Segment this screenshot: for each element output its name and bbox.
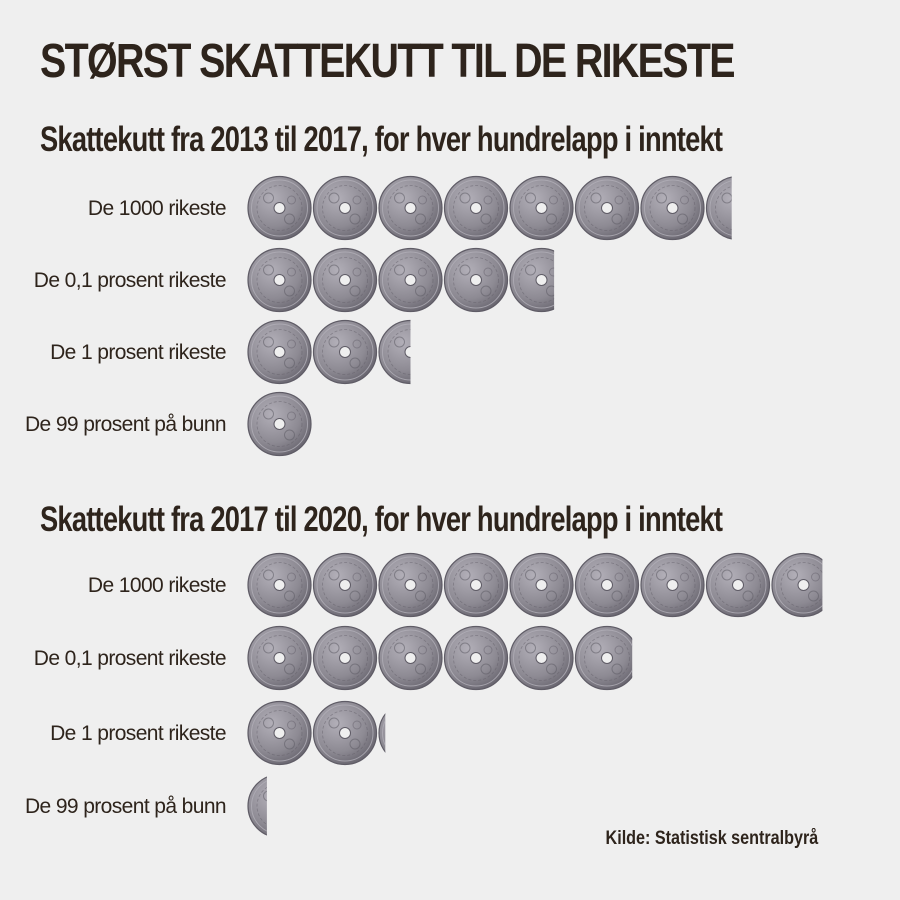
coin-icon — [248, 554, 311, 617]
source-note: Kilde: Statistisk sentralbyrå — [605, 828, 818, 849]
coin-bar — [248, 177, 770, 240]
coin-icon — [641, 554, 704, 617]
coin-bar — [248, 321, 442, 384]
coin-icon — [248, 249, 311, 312]
coin-icon — [576, 177, 639, 240]
coin-icon — [314, 627, 377, 690]
row-label: De 0,1 prosent rikeste — [33, 647, 226, 670]
coin-bar — [248, 249, 573, 312]
coin-icon — [314, 249, 377, 312]
coin-icon — [248, 702, 311, 765]
row-label: De 1 prosent rikeste — [50, 341, 226, 364]
row-label: De 0,1 prosent rikeste — [33, 269, 226, 292]
partial-coin-icon — [772, 554, 835, 617]
coin-icon — [445, 249, 508, 312]
coin-icon — [510, 554, 573, 617]
coin-icon — [379, 627, 442, 690]
coin-icon — [379, 554, 442, 617]
coin-icon — [510, 177, 573, 240]
coin-icon — [445, 177, 508, 240]
coin-icon — [314, 554, 377, 617]
chart-title: STØRST SKATTEKUTT TIL DE RIKESTE — [40, 35, 734, 88]
partial-coin-icon — [576, 627, 639, 690]
row-label: De 99 prosent på bunn — [24, 795, 226, 818]
coin-bar — [248, 775, 311, 838]
coin-icon — [314, 321, 377, 384]
partial-coin-icon — [707, 177, 770, 240]
coin-bar — [248, 702, 442, 765]
coin-icon — [379, 177, 442, 240]
coin-bar — [248, 393, 311, 456]
coin-icon — [445, 554, 508, 617]
partial-coin-icon — [510, 249, 573, 312]
coin-icon — [248, 321, 311, 384]
coin-icon — [379, 249, 442, 312]
coin-icon — [314, 702, 377, 765]
coin-icon — [576, 554, 639, 617]
coin-bar — [248, 627, 639, 690]
coin-icon — [248, 393, 311, 456]
section-title-2017-2020: Skattekutt fra 2017 til 2020, for hver hundrelapp i inntekt — [40, 500, 723, 539]
coin-bar — [248, 554, 835, 617]
coin-icon — [641, 177, 704, 240]
coin-icon — [248, 177, 311, 240]
partial-coin-icon — [248, 775, 311, 838]
coin-icon — [445, 627, 508, 690]
section-title-2013-2017: Skattekutt fra 2013 til 2017, for hver hundrelapp i inntekt — [40, 120, 723, 159]
coin-icon — [248, 627, 311, 690]
row-label: De 99 prosent på bunn — [24, 413, 226, 436]
coin-icon — [510, 627, 573, 690]
partial-coin-icon — [379, 321, 442, 384]
row-label: De 1 prosent rikeste — [50, 722, 226, 745]
row-label: De 1000 rikeste — [87, 574, 226, 597]
coin-icon — [314, 177, 377, 240]
partial-coin-icon — [379, 702, 442, 765]
coin-icon — [707, 554, 770, 617]
row-label: De 1000 rikeste — [87, 197, 226, 220]
